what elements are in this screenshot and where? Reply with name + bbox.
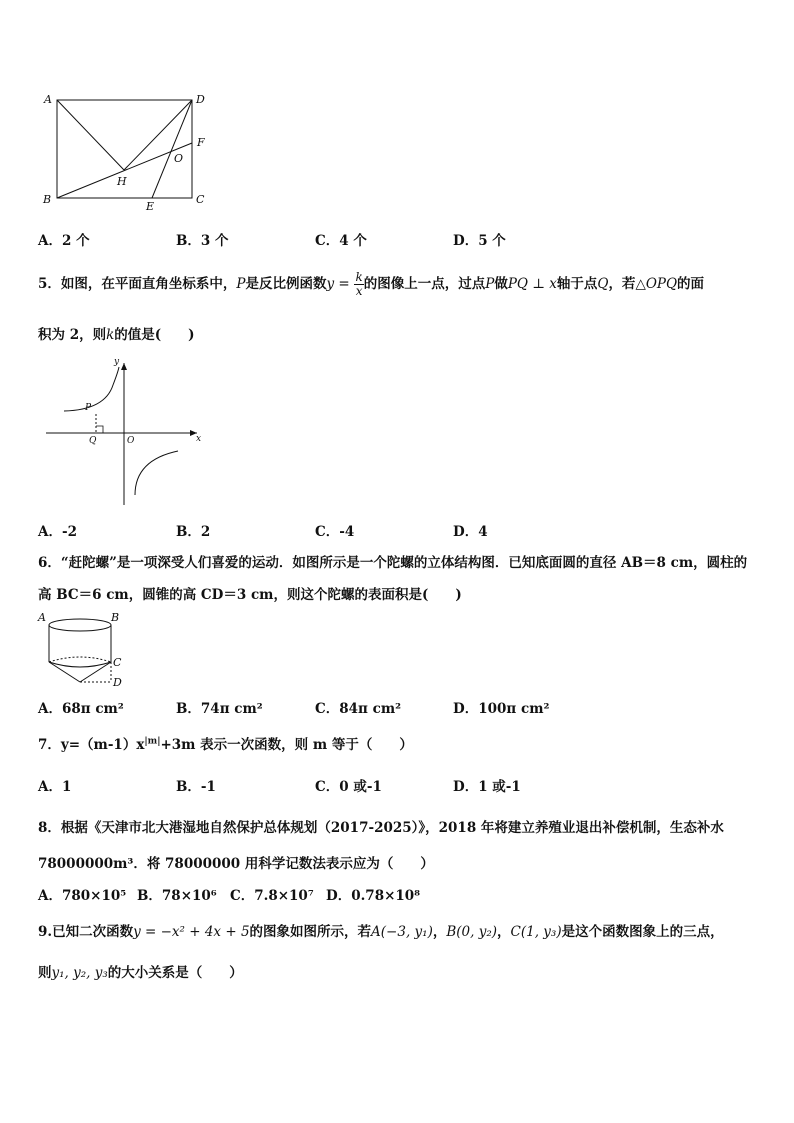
q6-option-d[interactable]: D．100π cm² <box>453 701 550 717</box>
axis-label-y: y <box>114 357 120 367</box>
label-E: E <box>146 200 155 213</box>
q6-stem-line1: 6．“赶陀螺”是一项深受人们喜爱的运动．如图所示是一个陀螺的立体结构图．已知底面圆的直径 AB＝8 cm，圆柱的 <box>38 555 748 571</box>
q4-option-d[interactable]: D．5 个 <box>453 233 506 249</box>
q8-stem-line1: 8．根据《天津市北大港湿地自然保护总体规划（2017-2025）》，2018 年将建立养殖业退出补偿机制，生态补水 <box>38 820 724 836</box>
label-D: D <box>196 93 205 106</box>
q9-stem-line2: 则y₁, y₂, y₃的大小关系是（ ） <box>38 965 243 981</box>
q5-option-c[interactable]: C．-4 <box>315 524 355 540</box>
q7-option-d[interactable]: D．1 或-1 <box>453 779 521 795</box>
label-C: C <box>113 656 122 669</box>
q7-option-b[interactable]: B．-1 <box>176 779 216 795</box>
q6-option-b[interactable]: B．74π cm² <box>176 701 263 717</box>
q5-option-a[interactable]: A．-2 <box>38 524 77 540</box>
q7-option-c[interactable]: C．0 或-1 <box>315 779 382 795</box>
q7-stem: 7．$y=(m-1)x^{|m|}+3m$ 表示一次函数，则 m 等于（ ） <box>38 736 413 753</box>
label-B: B <box>111 611 120 624</box>
q8-option-c[interactable]: C．7.8×10⁷ <box>230 888 314 904</box>
label-A: A <box>44 93 52 106</box>
label-H: H <box>117 175 127 188</box>
q5-stem-line1: 5．如图，在平面直角坐标系中，P是反比例函数y = $\frac{k}{x}$ 的图像上一点，过点P做PQ ⊥ x轴于点Q，若△OPQ的面 <box>38 270 705 298</box>
q8-option-b[interactable]: B．78×10⁶ <box>137 888 217 904</box>
q8-option-d[interactable]: D．0.78×10⁸ <box>326 888 421 904</box>
label-O: O <box>174 152 184 165</box>
q4-option-b[interactable]: B．3 个 <box>176 233 229 249</box>
axis-label-x: x <box>196 434 202 444</box>
q8-stem-line2: 78000000m³．将 78000000 用科学记数法表示应为（ ） <box>38 856 434 872</box>
label-C: C <box>196 193 205 206</box>
label-F: F <box>197 136 205 149</box>
q5-option-b[interactable]: B．2 <box>176 524 211 540</box>
q9-stem-line1: 9.已知二次函数y = −x² + 4x + 5的图象如图所示，若A(−3, y₁)，B(0, y₂)，C(1, y₃)是这个函数图象上的三点， <box>38 924 724 940</box>
q6-option-c[interactable]: C．84π cm² <box>315 701 402 717</box>
q5-stem-line2: 积为 2，则k的值是( ) <box>38 327 195 343</box>
q8-option-a[interactable]: A．780×10⁵ <box>38 888 127 904</box>
q5-option-d[interactable]: D．4 <box>453 524 488 540</box>
q6-stem-line2: 高 BC＝6 cm，圆锥的高 CD＝3 cm，则这个陀螺的表面积是( ) <box>38 587 462 603</box>
label-D: D <box>113 676 122 689</box>
label-O: O <box>127 436 135 446</box>
q4-option-a[interactable]: A．2 个 <box>38 233 90 249</box>
label-B: B <box>43 193 52 206</box>
label-A: A <box>38 611 46 624</box>
q4-option-c[interactable]: C．4 个 <box>315 233 367 249</box>
q6-option-a[interactable]: A．68π cm² <box>38 701 124 717</box>
label-Q: Q <box>89 436 97 446</box>
q7-option-a[interactable]: A．1 <box>38 779 72 795</box>
label-P: P <box>85 403 92 413</box>
